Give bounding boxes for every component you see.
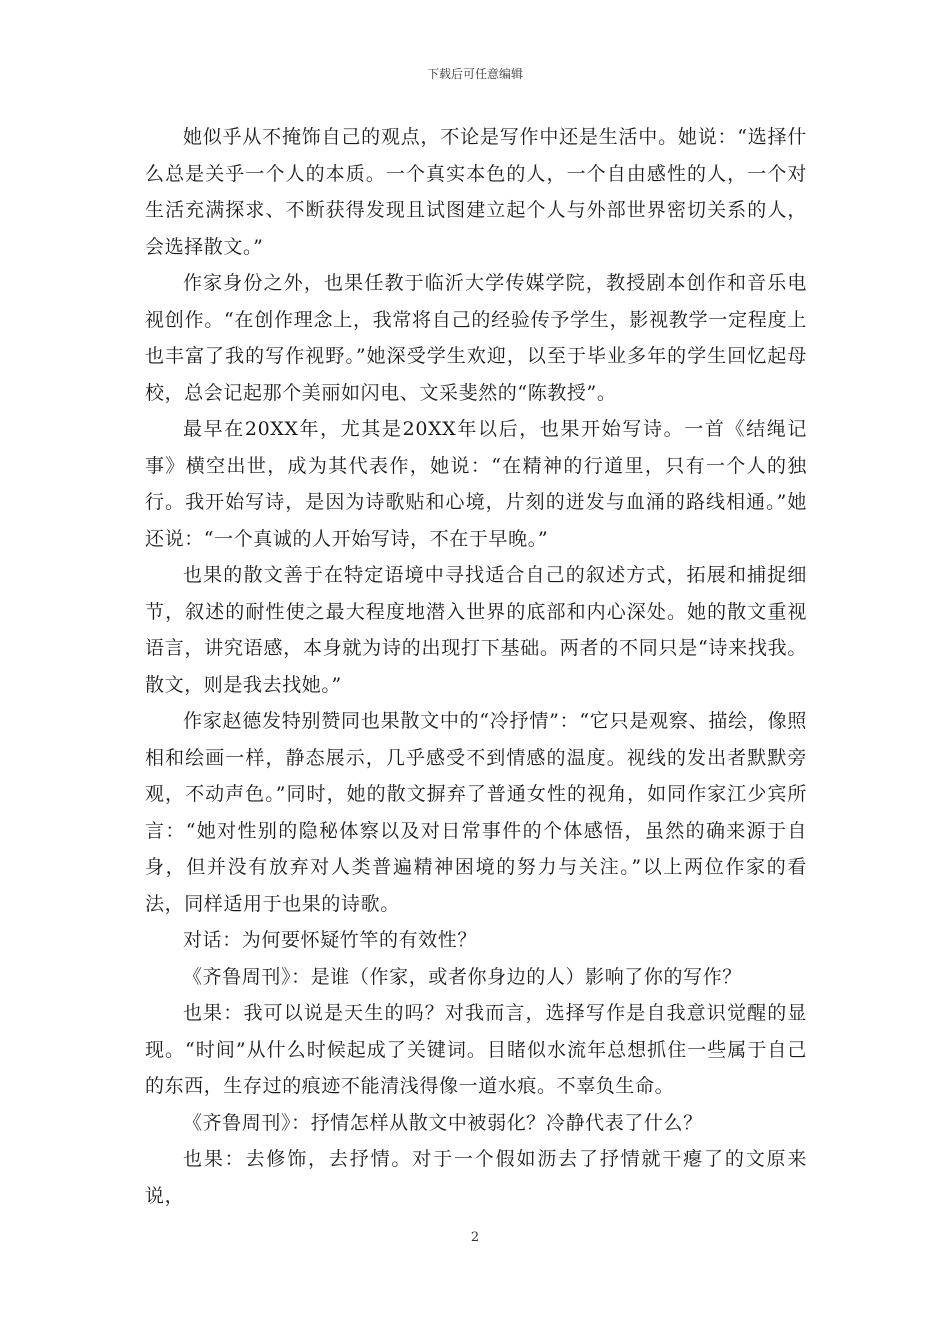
page-number: 2 [470,1230,480,1245]
interview-answer: 也果：我可以说是天生的吗？对我而言，选择写作是自我意识觉醒的显现。“时间”从什么时候起成了关键词。目睹似水流年总想抓住一些属于自己的东西，生存过的痕迹不能清浅得像一道水痕。不辜负生命。 [145,1002,807,1097]
interview-question: 《齐鲁周刊》：是谁（作家，或者你身边的人）影响了你的写作？ [183,965,742,988]
paragraph: 作家身份之外，也果任教于临沂大学传媒学院，教授剧本创作和音乐电视创作。“在创作理念上，我常将自己的经验传予学生，影视教学一定程度上也丰富了我的写作视野。”她深受学生欢迎，以至于毕业多年的学生回忆起母校，总会记起那个美丽如闪电、文采斐然的“陈教授”。 [145,272,807,404]
dialogue-heading: 对话：为何要怀疑竹竿的有效性？ [183,929,478,951]
paragraph: 作家赵德发特别赞同也果散文中的“冷抒情”：“它只是观察、描绘，像照相和绘画一样，静态展示，几乎感受不到情感的温度。视线的发出者默默旁观，不动声色。”同时，她的散文摒弃了普通女性的视角，如同作家江少宾所言：“她对性别的隐秘体察以及对日常事件的个体感悟，虽然的确来源于自身，但并没有放弃对人类普遍精神困境的努力与关注。”以上两位作家的看法，同样适用于也果的诗歌。 [145,710,807,915]
interview-question: 《齐鲁周刊》：抒情怎样从散文中被弱化？冷静代表了什么？ [183,1111,703,1134]
paragraph: 最早在20XX年，尤其是20XX年以后，也果开始写诗。一首《结绳记事》横空出世，成为其代表作，她说：“在精神的行道里，只有一个人的独行。我开始写诗，是因为诗歌贴和心境，片刻的迸发与血涌的路线相通。”她还说：“一个真诚的人开始写诗，不在于早晚。” [145,418,807,550]
interview-answer: 也果：去修饰，去抒情。对于一个假如沥去了抒情就干瘪了的文原来说， [145,1148,807,1207]
document-body [145,119,807,1214]
paragraph: 她似乎从不掩饰自己的观点，不论是写作中还是生活中。她说：“选择什么总是关乎一个人的本质。一个真实本色的人，一个自由感性的人，一个对生活充满探求、不断获得发现且试图建立起个人与外部世界密切关系的人，会选择散文。” [145,126,807,258]
paragraph: 也果的散文善于在特定语境中寻找适合自己的叙述方式，拓展和捕捉细节，叙述的耐性使之最大程度地潜入世界的底部和内心深处。她的散文重视语言，讲究语感，本身就为诗的出现打下基础。两者的不同只是“诗来找我。散文，则是我去找她。” [145,564,807,696]
page-header: 下载后可任意编辑 [426,67,523,81]
